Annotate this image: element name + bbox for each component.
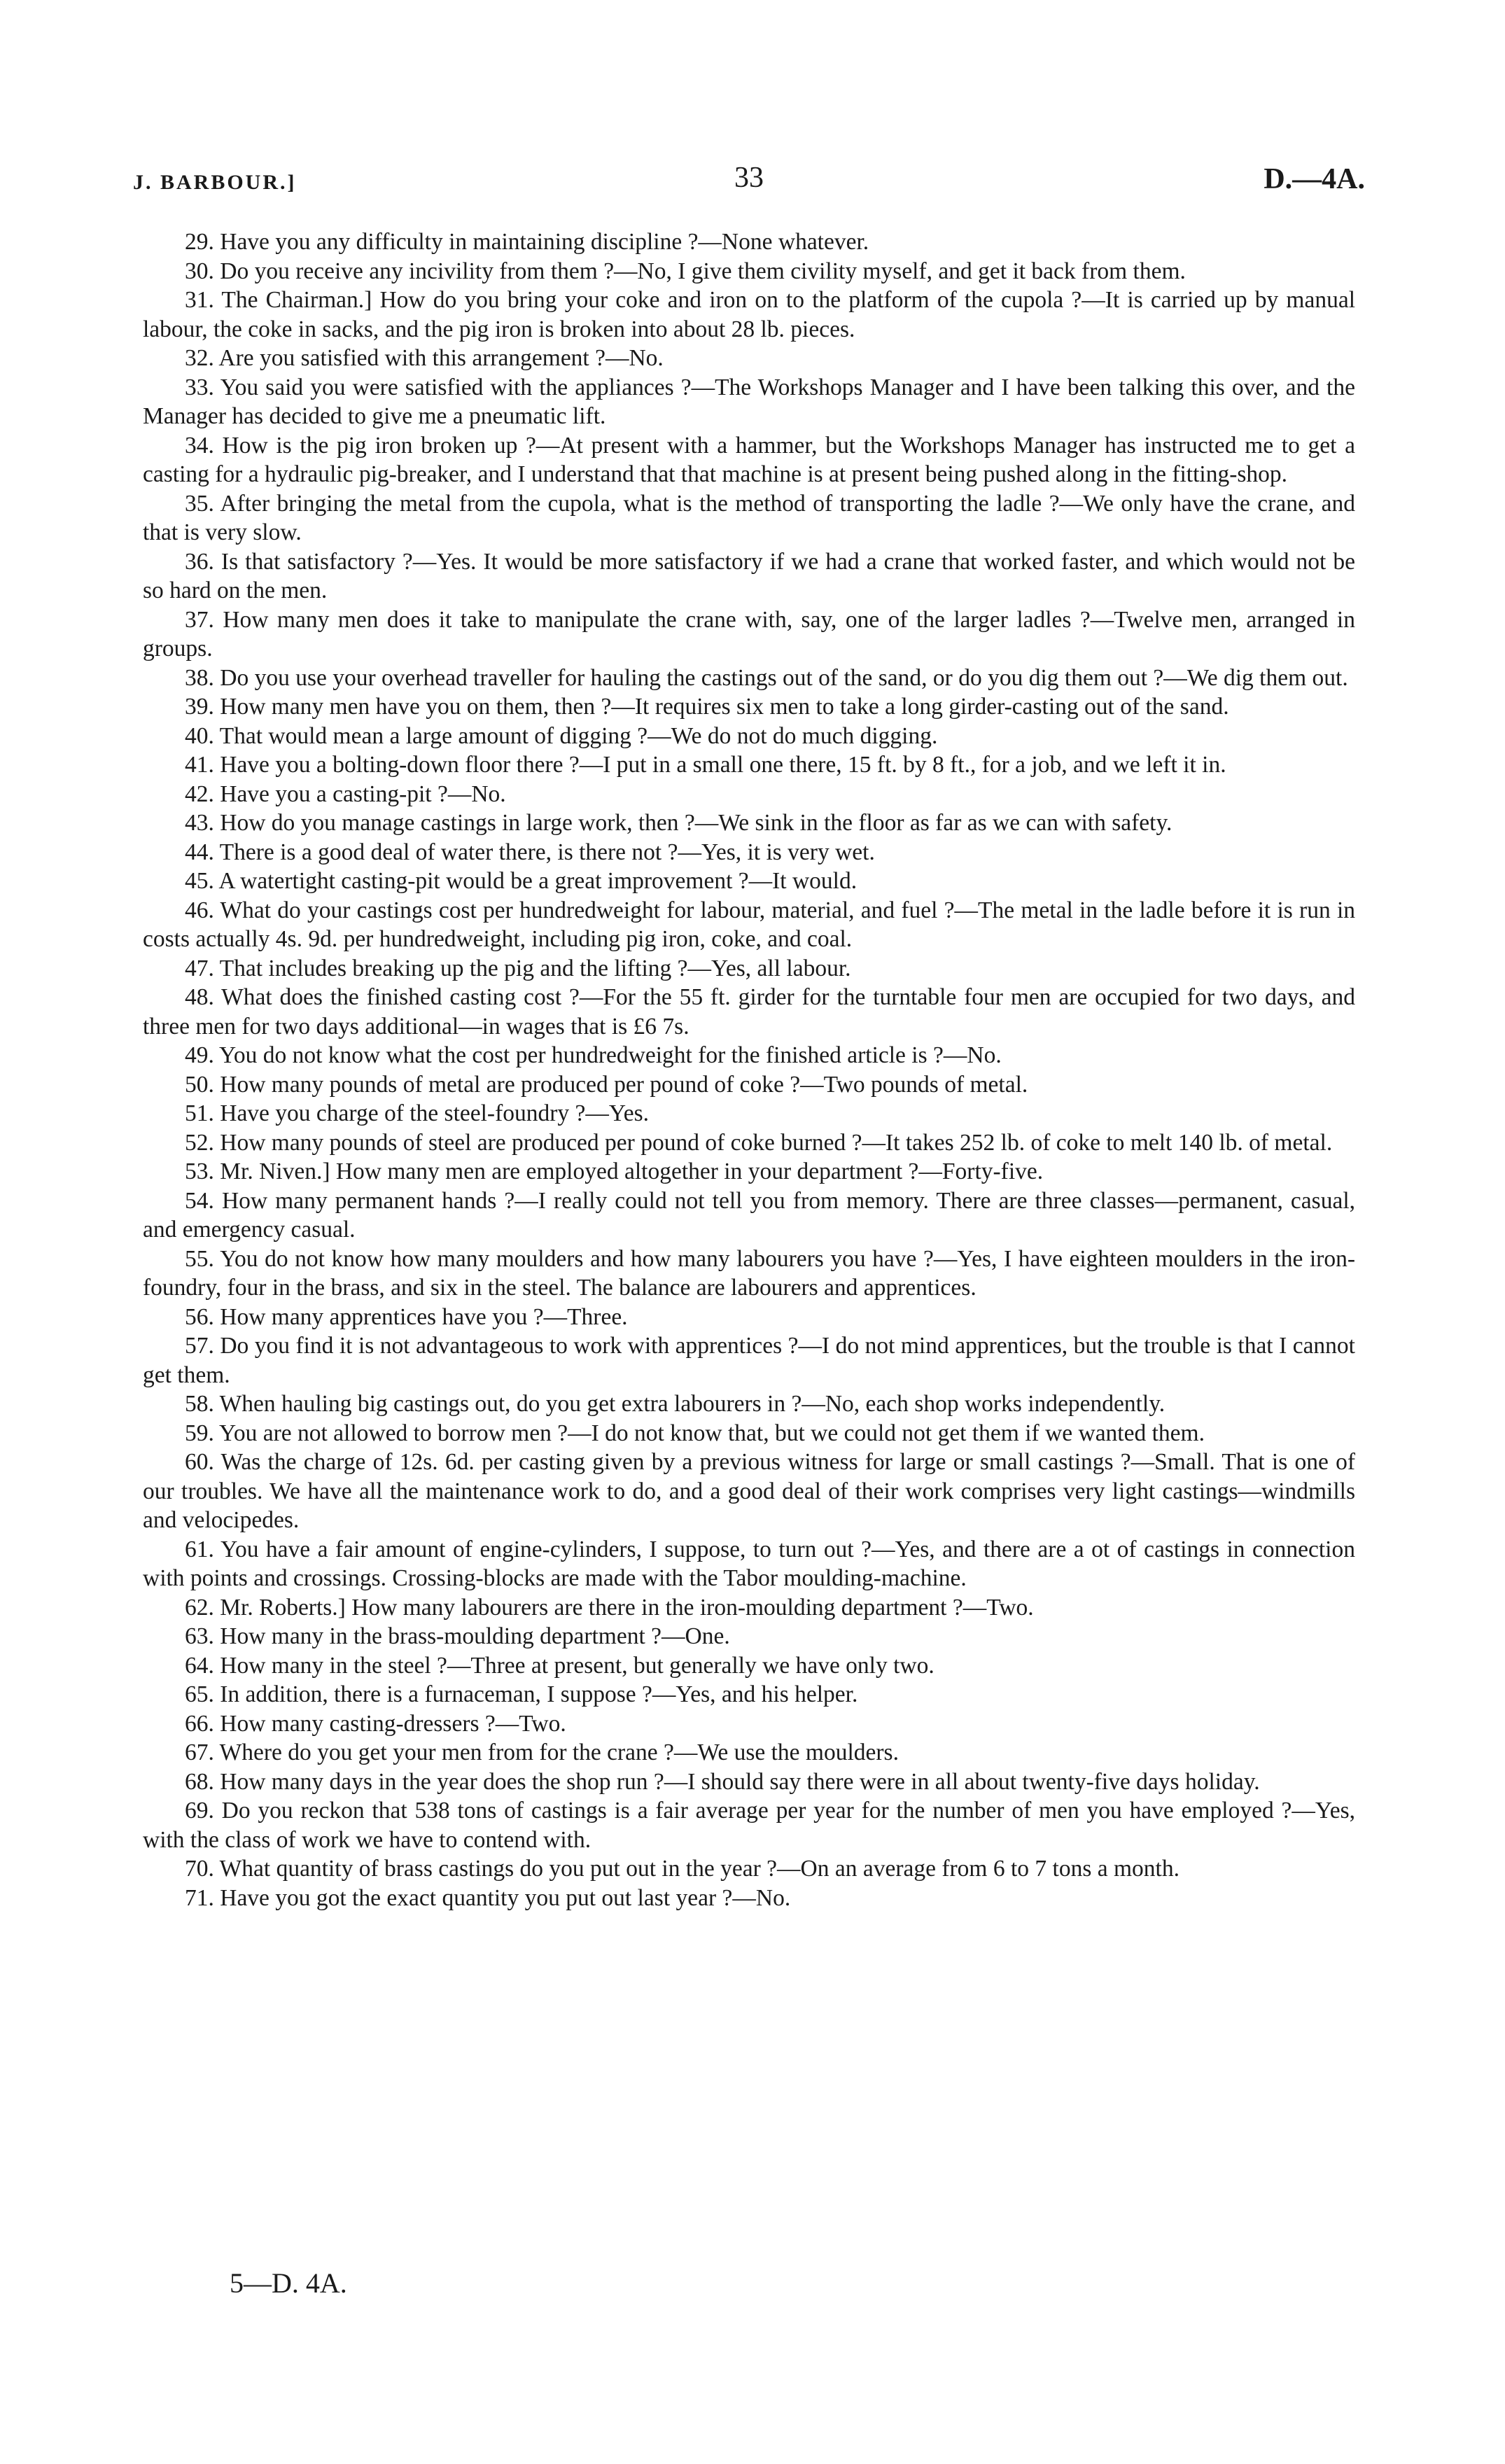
paragraph-q34: 34. How is the pig iron broken up ?—At present with a hammer, but the Workshops Manager has instructed me to get a casting for a hydraulic pig-breaker, and I understand that that machine is at present being pushed along in the fitting-shop. — [143, 432, 1355, 487]
paragraph-q41: 41. Have you a bolting-down floor there ?—I put in a small one there, 15 ft. by 8 ft., for a job, and we left it in. — [185, 752, 1226, 778]
paragraph-q58: 58. When hauling big castings out, do you get extra labourers in ?—No, each shop works independently. — [185, 1391, 1166, 1417]
paragraph-q35: 35. After bringing the metal from the cupola, what is the method of transporting the ladle ?—We only have the crane, and that is very slow. — [143, 490, 1355, 545]
paragraph-q39: 39. How many men have you on them, then ?—It requires six men to take a long girder-casting out of the sand. — [185, 694, 1229, 720]
paragraph-q65: 65. In addition, there is a furnaceman, I suppose ?—Yes, and his helper. — [185, 1681, 858, 1707]
paragraph-q33: 33. You said you were satisfied with the appliances ?—The Workshops Manager and I have been talking this over, and the Manager has decided to give me a pneumatic lift. — [143, 374, 1355, 429]
paragraph-q46: 46. What do your castings cost per hundredweight for labour, material, and fuel ?—The metal in the ladle before it is run in costs actually 4s. 9d. per hundredweight, including pig iron, coke, and coal. — [143, 897, 1355, 952]
paragraph-q59: 59. You are not allowed to borrow men ?—I do not know that, but we could not get them if we wanted them. — [185, 1420, 1205, 1446]
paragraph-q66: 66. How many casting-dressers ?—Two. — [185, 1710, 566, 1737]
paragraph-q37: 37. How many men does it take to manipulate the crane with, say, one of the larger ladles ?—Twelve men, arranged in groups. — [143, 606, 1355, 662]
paragraph-q45: 45. A watertight casting-pit would be a great improvement ?—It would. — [185, 868, 858, 894]
paragraph-q40: 40. That would mean a large amount of digging ?—We do not do much digging. — [185, 722, 938, 749]
document-reference: D.—4A. — [1264, 163, 1365, 195]
paragraph-q63: 63. How many in the brass-moulding department ?—One. — [185, 1623, 730, 1649]
paragraph-q68: 68. How many days in the year does the shop run ?—I should say there were in all about twenty-five days holiday. — [185, 1768, 1260, 1795]
paragraph-q61: 61. You have a fair amount of engine-cylinders, I suppose, to turn out ?—Yes, and there are a ot of castings in connection with points and crossings. Crossing-blocks are made with the Tabor moulding-machine. — [143, 1536, 1355, 1591]
paragraph-q67: 67. Where do you get your men from for the crane ?—We use the moulders. — [185, 1740, 899, 1765]
signature-mark: 5—D. 4A. — [230, 2267, 347, 2299]
paragraph-q36: 36. Is that satisfactory ?—Yes. It would be more satisfactory if we had a crane that worked faster, and which would not be so hard on the men. — [143, 548, 1355, 603]
paragraph-q48: 48. What does the finished casting cost ?—For the 55 ft. girder for the turntable four men are occupied for two days, and three men for two days additional—in wages that is £6 7s. — [143, 984, 1355, 1040]
paragraph-q38: 38. Do you use your overhead traveller for hauling the castings out of the sand, or do you dig them out ?—We dig them out. — [185, 664, 1348, 691]
paragraph-q71: 71. Have you got the exact quantity you put out last year ?—No. — [185, 1884, 791, 1911]
paragraph-q64: 64. How many in the steel ?—Three at present, but generally we have only two. — [185, 1652, 934, 1679]
paragraph-q70: 70. What quantity of brass castings do you put out in the year ?—On an average from 6 to 7 tons a month. — [185, 1856, 1180, 1882]
paragraph-q49: 49. You do not know what the cost per hundredweight for the finished article is ?—No. — [185, 1042, 1002, 1068]
page-header — [133, 161, 1365, 203]
header-witness-name: J. BARBOUR.] — [133, 171, 297, 194]
paragraph-q42: 42. Have you a casting-pit ?—No. — [185, 780, 506, 807]
paragraph-q54: 54. How many permanent hands ?—I really could not tell you from memory. There are three classes—permanent, casual, and emergency casual. — [143, 1187, 1355, 1242]
paragraph-q47: 47. That includes breaking up the pig and the lifting ?—Yes, all labour. — [185, 955, 851, 981]
paragraph-q55: 55. You do not know how many moulders and how many labourers you have ?—Yes, I have eighteen moulders in the iron-foundry, four in the brass, and six in the steel. The balance are labourers and apprentices. — [143, 1245, 1355, 1301]
paragraph-q44: 44. There is a good deal of water there, is there not ?—Yes, it is very wet. — [185, 839, 875, 865]
paragraph-q29: 29. Have you any difficulty in maintaining discipline ?—None whatever. — [185, 229, 869, 255]
paragraph-q62: 62. Mr. Roberts.] How many labourers are there in the iron-moulding department ?—Two. — [185, 1594, 1034, 1620]
paragraph-q43: 43. How do you manage castings in large work, then ?—We sink in the floor as far as we can with safety. — [185, 810, 1172, 836]
paragraph-q53: 53. Mr. Niven.] How many men are employed altogether in your department ?—Forty-five. — [185, 1158, 1044, 1184]
paragraph-q56: 56. How many apprentices have you ?—Three. — [185, 1303, 628, 1330]
paragraph-q57: 57. Do you find it is not advantageous to work with apprentices ?—I do not mind apprentices, but the trouble is that I cannot get them. — [143, 1333, 1355, 1388]
testimony-body — [143, 227, 1355, 1912]
paragraph-q69: 69. Do you reckon that 538 tons of castings is a fair average per year for the number of men you have employed ?—Yes, with the class of work we have to contend with. — [143, 1798, 1355, 1853]
paragraph-q30: 30. Do you receive any incivility from them ?—No, I give them civility myself, and get it back from them. — [185, 258, 1186, 284]
paragraph-q52: 52. How many pounds of steel are produced per pound of coke burned ?—It takes 252 lb. of coke to melt 140 lb. of metal. — [185, 1129, 1333, 1156]
paragraph-q60: 60. Was the charge of 12s. 6d. per casting given by a previous witness for large or small castings ?—Small. That is one of our troubles. We have all the maintenance work to do, and a good deal of their work comprises very light castings—windmills and velocipedes. — [143, 1449, 1355, 1533]
paragraph-q50: 50. How many pounds of metal are produced per pound of coke ?—Two pounds of metal. — [185, 1071, 1028, 1098]
paragraph-q31: 31. The Chairman.] How do you bring your coke and iron on to the platform of the cupola ?—It is carried up by manual labour, the coke in sacks, and the pig iron is broken into about 28 lb. pieces. — [143, 287, 1355, 342]
paragraph-q51: 51. Have you charge of the steel-foundry ?—Yes. — [185, 1100, 650, 1126]
paragraph-q32: 32. Are you satisfied with this arrangement ?—No. — [185, 345, 664, 371]
page-number: 33 — [734, 162, 764, 194]
